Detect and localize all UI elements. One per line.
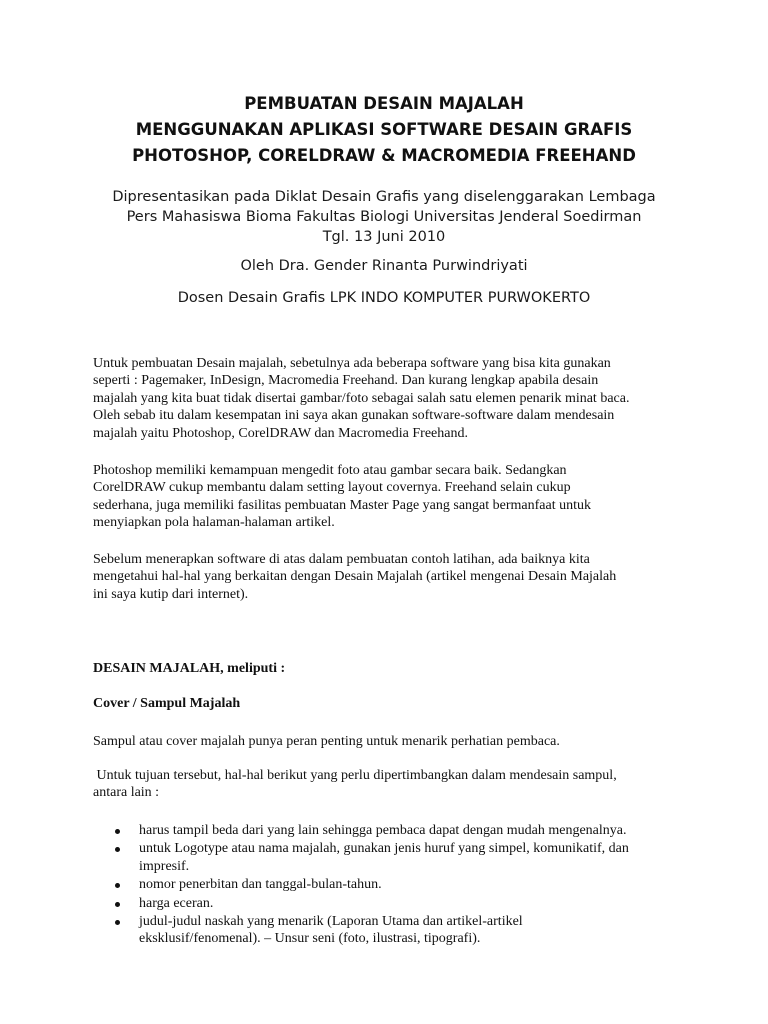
list-item [93, 895, 713, 912]
list-item-text: judul-judul naskah yang menarik (Laporan Utama dan artikel-artikel [139, 914, 523, 930]
presentation-line-1: Dipresentasikan pada Diklat Desain Grafis yang diselenggarakan Lembaga [112, 189, 656, 205]
title-line-1: PEMBUATAN DESAIN MAJALAH [244, 94, 524, 113]
presentation-line-2: Pers Mahasiswa Bioma Fakultas Biologi Universitas Jenderal Soedirman [126, 209, 642, 225]
author-name: Oleh Dra. Gender Rinanta Purwindriyati [240, 258, 528, 274]
bullet-icon [115, 829, 120, 834]
paragraph-line: Oleh sebab itu dalam kesempatan ini saya akan gunakan software-software dalam mendesain [93, 408, 615, 424]
list-item-text: harus tampil beda dari yang lain sehingga pembaca dapat dengan mudah mengenalnya. [139, 823, 627, 838]
paragraph-line: Untuk pembuatan Desain majalah, sebetulnya ada beberapa software yang bisa kita gunakan [93, 356, 611, 371]
list-item-text: untuk Logotype atau nama majalah, gunakan jenis huruf yang simpel, komunikatif, dan [139, 841, 629, 857]
list-item-text: nomor penerbitan dan tanggal-bulan-tahun. [139, 877, 382, 893]
cover-purpose [93, 767, 693, 802]
bullet-icon [115, 920, 120, 925]
bullet-icon [115, 883, 120, 888]
paragraph-line: seperti : Pagemaker, InDesign, Macromedia Freehand. Dan kurang lengkap apabila desain [93, 373, 599, 389]
paragraph-line: mengetahui hal-hal yang berkaitan dengan Desain Majalah (artikel mengenai Desain Majalah [93, 569, 617, 585]
list-item-text: eksklusif/fenomenal). – Unsur seni (foto, ilustrasi, tipografi). [139, 931, 481, 947]
list-item [93, 876, 713, 893]
list-item [93, 822, 713, 839]
paragraph-line: majalah yang kita buat tidak disertai gambar/foto sebagai salah satu elemen penarik minat baca. [93, 390, 630, 406]
cover-bullet-list [93, 822, 713, 949]
paragraph-intro [93, 355, 693, 442]
title-line-3: PHOTOSHOP, CORELDRAW & MACROMEDIA FREEHAND [132, 146, 636, 165]
presentation-note [0, 187, 768, 247]
paragraph-line: Untuk tujuan tersebut, hal-hal berikut yang perlu dipertimbangkan dalam mendesain sampul, [93, 768, 617, 783]
bullet-icon [115, 902, 120, 907]
affiliation-line [0, 288, 768, 308]
title-line-2: MENGGUNAKAN APLIKASI SOFTWARE DESAIN GRAFIS [135, 120, 633, 139]
bullet-icon [115, 847, 120, 852]
paragraph-software [93, 462, 693, 532]
paragraph-line: antara lain : [93, 785, 160, 801]
document-title [0, 91, 768, 169]
paragraph-line: Photoshop memiliki kemampuan mengedit foto atau gambar secara baik. Sedangkan [93, 463, 567, 478]
list-item [93, 840, 713, 875]
paragraph-line: sederhana, juga memiliki fasilitas pembuatan Master Page yang sangat bermanfaat untuk [93, 497, 592, 513]
sub-heading-cover: Cover / Sampul Majalah [93, 696, 241, 711]
paragraph-line: ini saya kutip dari internet). [93, 586, 249, 602]
list-item-text: impresif. [139, 858, 190, 874]
paragraph-line: CorelDRAW cukup membantu dalam setting layout covernya. Freehand selain cukup [93, 480, 571, 496]
list-item [93, 913, 713, 948]
author-line [0, 256, 768, 276]
affiliation-text: Dosen Desain Grafis LPK INDO KOMPUTER PURWOKERTO [177, 290, 591, 306]
paragraph-line: majalah yaitu Photoshop, CorelDRAW dan Macromedia Freehand. [93, 425, 468, 441]
section-heading: DESAIN MAJALAH, meliputi : [93, 661, 286, 676]
paragraph-before [93, 551, 693, 603]
paragraph-line: menyiapkan pola halaman-halaman artikel. [93, 515, 335, 531]
paragraph-line: Sebelum menerapkan software di atas dalam pembuatan contoh latihan, ada baiknya kita [93, 552, 590, 567]
cover-intro: Sampul atau cover majalah punya peran penting untuk menarik perhatian pembaca. [93, 734, 560, 749]
list-item-text: harga eceran. [139, 895, 214, 911]
presentation-date: Tgl. 13 Juni 2010 [322, 229, 446, 245]
